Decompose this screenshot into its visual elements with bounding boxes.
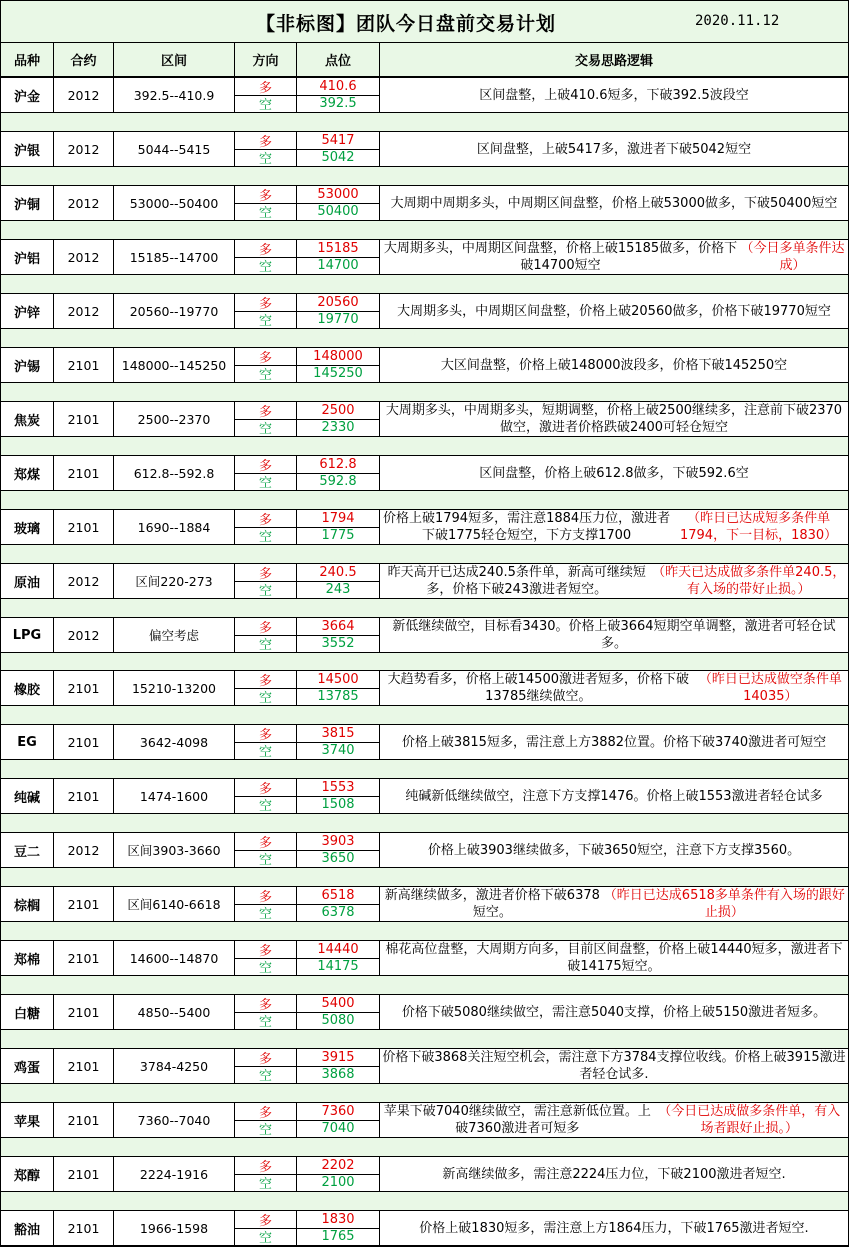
logic-cell [380, 1211, 848, 1245]
trade-logic-text: 棉花高位盘整，大周期方向多，目前区间盘整，价格上破14440短多，激进者下破14175短空。 [385, 942, 843, 974]
table-row [1, 347, 848, 383]
price-level-cell [297, 1157, 380, 1191]
long-price-level: 240.5 [297, 564, 379, 582]
trade-logic-text: 区间盘整，价格上破612.8做多，下破592.6空 [479, 465, 749, 481]
contract-month: 2101 [54, 887, 114, 921]
logic-cell [380, 294, 848, 328]
long-price-level: 53000 [297, 186, 379, 204]
logic-cell [380, 564, 848, 598]
contract-month: 2012 [54, 240, 114, 274]
direction-short: 空 [258, 260, 272, 275]
table-row [1, 617, 848, 653]
direction-short: 空 [258, 1177, 272, 1192]
product-name: 沪铜 [1, 186, 54, 220]
long-price-level: 6518 [297, 887, 379, 905]
price-level-cell [297, 240, 380, 274]
direction-short: 空 [258, 314, 272, 329]
plan-date: 2020.11.12 [695, 13, 780, 29]
header-contract: 合约 [54, 43, 114, 76]
direction-short: 空 [258, 1069, 272, 1084]
table-row [1, 1048, 848, 1084]
direction-cell [235, 671, 297, 705]
short-price-level: 1508 [321, 797, 355, 812]
direction-cell [235, 510, 297, 544]
price-range: 4850--5400 [114, 995, 235, 1029]
short-price-level: 592.8 [319, 474, 357, 489]
price-range: 5044--5415 [114, 132, 235, 166]
direction-short: 空 [258, 799, 272, 814]
trade-logic-text: 价格下破3868关注短空机会，需注意下方3784支撑位收线。价格上破3915激进者轻仓试多. [382, 1050, 846, 1082]
direction-cell [235, 186, 297, 220]
direction-short: 空 [258, 98, 272, 113]
direction-cell [235, 1211, 297, 1245]
logic-cell [380, 725, 848, 759]
direction-cell [235, 618, 297, 652]
direction-long: 多 [235, 995, 296, 1013]
contract-month: 2101 [54, 348, 114, 382]
product-name: 郑棉 [1, 941, 54, 975]
direction-long: 多 [235, 240, 296, 258]
contract-month: 2101 [54, 1211, 114, 1245]
trade-logic-text: 区间盘整，上破5417多，激进者下破5042短空 [476, 141, 752, 157]
direction-cell [235, 1157, 297, 1191]
price-level-cell [297, 618, 380, 652]
short-price-level: 2330 [321, 420, 355, 435]
price-level-cell [297, 456, 380, 490]
contract-month: 2101 [54, 941, 114, 975]
direction-cell [235, 833, 297, 867]
price-level-cell [297, 1103, 380, 1137]
trade-logic-text: 价格上破3903继续做多，下破3650短空，注意下方支撑3560。 [427, 842, 801, 858]
logic-cell [380, 995, 848, 1029]
trade-logic-text: 大周期中周期多头，中周期区间盘整，价格上破53000做多，下破50400短空 [390, 195, 838, 211]
direction-long: 多 [235, 779, 296, 797]
logic-cell [380, 671, 848, 705]
logic-cell [380, 186, 848, 220]
long-price-level: 2500 [297, 402, 379, 420]
direction-long: 多 [235, 941, 296, 959]
long-price-level: 15185 [297, 240, 379, 258]
price-level-cell [297, 510, 380, 544]
direction-short: 空 [258, 152, 272, 167]
price-level-cell [297, 78, 380, 112]
contract-month: 2012 [54, 618, 114, 652]
price-level-cell [297, 941, 380, 975]
direction-short: 空 [258, 853, 272, 868]
table-row [1, 778, 848, 814]
header-logic: 交易思路逻辑 [574, 54, 653, 69]
price-range: 区间3903-3660 [114, 833, 235, 867]
direction-cell [235, 941, 297, 975]
long-price-level: 20560 [297, 294, 379, 312]
trade-logic-text: 价格上破1794短多，需注意1884压力位，激进者下破1775轻仓短空，下方支撑1700 [382, 511, 671, 543]
table-row [1, 239, 848, 275]
header-price-level: 点位 [297, 43, 380, 76]
short-price-level: 7040 [321, 1121, 355, 1136]
contract-month: 2101 [54, 1157, 114, 1191]
long-price-level: 3815 [297, 725, 379, 743]
price-range: 53000--50400 [114, 186, 235, 220]
price-range: 2500--2370 [114, 402, 235, 436]
short-price-level: 392.5 [319, 96, 357, 111]
price-level-cell [297, 564, 380, 598]
logic-cell [380, 402, 848, 436]
price-range: 7360--7040 [114, 1103, 235, 1137]
short-price-level: 3552 [321, 636, 355, 651]
direction-cell [235, 887, 297, 921]
table-row [1, 886, 848, 922]
product-name: LPG [1, 618, 54, 652]
price-range: 3784-4250 [114, 1049, 235, 1083]
logic-cell [380, 833, 848, 867]
direction-cell [235, 402, 297, 436]
direction-short: 空 [258, 961, 272, 976]
long-price-level: 410.6 [297, 78, 379, 96]
trade-logic-text: 新高继续做多，需注意2224压力位，下破2100激进者短空. [442, 1166, 786, 1182]
logic-cell [380, 618, 848, 652]
direction-long: 多 [235, 564, 296, 582]
price-range: 14600--14870 [114, 941, 235, 975]
direction-long: 多 [235, 294, 296, 312]
long-price-level: 612.8 [297, 456, 379, 474]
short-price-level: 50400 [317, 204, 359, 219]
direction-long: 多 [235, 402, 296, 420]
short-price-level: 14175 [317, 959, 359, 974]
trade-logic-text: 新高继续做多，激进者价格下破6378短空。 [384, 888, 600, 920]
direction-long: 多 [235, 186, 296, 204]
long-price-level: 5417 [297, 132, 379, 150]
table-row [1, 670, 848, 706]
header-range: 区间 [114, 43, 235, 76]
short-price-level: 13785 [317, 689, 359, 704]
short-price-level: 5080 [321, 1013, 355, 1028]
header-direction: 方向 [235, 43, 297, 76]
direction-short: 空 [258, 368, 272, 383]
direction-long: 多 [235, 1103, 296, 1121]
table-row [1, 1156, 848, 1192]
table-row [1, 509, 848, 545]
price-level-cell [297, 348, 380, 382]
price-range: 偏空考虑 [114, 618, 235, 652]
price-range: 15185--14700 [114, 240, 235, 274]
short-price-level: 243 [325, 582, 351, 597]
price-level-cell [297, 833, 380, 867]
table-row [1, 401, 848, 437]
trade-logic-text: 价格下破5080继续做空，需注意5040支撑，价格上破5150激进者短多。 [401, 1004, 827, 1020]
price-range: 2224-1916 [114, 1157, 235, 1191]
direction-cell [235, 240, 297, 274]
direction-short: 空 [258, 206, 272, 221]
table-row [1, 832, 848, 868]
price-range: 1966-1598 [114, 1211, 235, 1245]
short-price-level: 3650 [321, 851, 355, 866]
short-price-level: 2100 [321, 1175, 355, 1190]
logic-cell [380, 1103, 848, 1137]
table-row [1, 77, 848, 113]
price-range: 区间220-273 [114, 564, 235, 598]
trade-logic-note: （昨日已达成做空条件单14035） [698, 672, 842, 704]
direction-cell [235, 564, 297, 598]
short-price-level: 1765 [321, 1229, 355, 1244]
product-name: 沪铝 [1, 240, 54, 274]
product-name: 沪锡 [1, 348, 54, 382]
logic-cell [380, 779, 848, 813]
direction-long: 多 [235, 671, 296, 689]
page-title: 【非标图】团队今日盘前交易计划 [256, 13, 557, 35]
logic-cell [380, 240, 848, 274]
table-row [1, 940, 848, 976]
product-name: 焦炭 [1, 402, 54, 436]
trade-logic-text: 大区间盘整，价格上破148000波段多，价格下破145250空 [440, 357, 788, 373]
contract-month: 2012 [54, 132, 114, 166]
price-range: 1474-1600 [114, 779, 235, 813]
product-name: 棕榈 [1, 887, 54, 921]
long-price-level: 3915 [297, 1049, 379, 1067]
contract-month: 2101 [54, 995, 114, 1029]
product-name: 白糖 [1, 995, 54, 1029]
contract-month: 2101 [54, 402, 114, 436]
direction-cell [235, 294, 297, 328]
product-name: 沪金 [1, 78, 54, 112]
long-price-level: 148000 [297, 348, 379, 366]
contract-month: 2101 [54, 1103, 114, 1137]
contract-month: 2101 [54, 725, 114, 759]
product-name: 豆二 [1, 833, 54, 867]
price-level-cell [297, 132, 380, 166]
price-range: 392.5--410.9 [114, 78, 235, 112]
direction-long: 多 [235, 132, 296, 150]
contract-month: 2101 [54, 671, 114, 705]
table-row [1, 455, 848, 491]
direction-short: 空 [258, 530, 272, 545]
logic-cell [380, 887, 848, 921]
direction-long: 多 [235, 1157, 296, 1175]
product-name: 郑醇 [1, 1157, 54, 1191]
long-price-level: 3903 [297, 833, 379, 851]
logic-cell [380, 1049, 848, 1083]
long-price-level: 3664 [297, 618, 379, 636]
trade-logic-note: （今日多单条件达成） [740, 241, 845, 273]
product-name: 纯碱 [1, 779, 54, 813]
product-name: EG [1, 725, 54, 759]
direction-long: 多 [235, 78, 296, 96]
long-price-level: 14440 [297, 941, 379, 959]
price-level-cell [297, 671, 380, 705]
product-name: 沪锌 [1, 294, 54, 328]
price-level-cell [297, 995, 380, 1029]
trade-logic-text: 大周期多头，中周期区间盘整，价格上破20560做多，价格下破19770短空 [397, 303, 831, 319]
direction-cell [235, 1103, 297, 1137]
direction-long: 多 [235, 1049, 296, 1067]
contract-month: 2012 [54, 833, 114, 867]
header-product: 品种 [1, 43, 54, 76]
logic-cell [380, 348, 848, 382]
contract-month: 2012 [54, 78, 114, 112]
price-range: 148000--145250 [114, 348, 235, 382]
trade-logic-note: （昨日已达成短多条件单1794，下一目标，1830） [679, 511, 838, 543]
price-level-cell [297, 725, 380, 759]
direction-long: 多 [235, 833, 296, 851]
direction-cell [235, 779, 297, 813]
contract-month: 2101 [54, 510, 114, 544]
direction-short: 空 [258, 422, 272, 437]
price-level-cell [297, 887, 380, 921]
direction-long: 多 [235, 1211, 296, 1229]
price-level-cell [297, 1211, 380, 1245]
table-row [1, 1102, 848, 1138]
direction-short: 空 [258, 584, 272, 599]
direction-long: 多 [235, 348, 296, 366]
price-range: 15210-13200 [114, 671, 235, 705]
price-range: 612.8--592.8 [114, 456, 235, 490]
logic-cell [380, 78, 848, 112]
trade-logic-text: 昨天高开已达成240.5条件单，新高可继续短多，价格下破243激进者短空。 [387, 565, 646, 597]
direction-short: 空 [258, 745, 272, 760]
long-price-level: 7360 [297, 1103, 379, 1121]
price-level-cell [297, 779, 380, 813]
product-name: 橡胶 [1, 671, 54, 705]
direction-short: 空 [258, 1015, 272, 1030]
trade-logic-text: 苹果下破7040继续做空，需注意新低位置。上破7360激进者可短多 [383, 1104, 651, 1136]
product-name: 郑煤 [1, 456, 54, 490]
table-row [1, 131, 848, 167]
price-range: 3642-4098 [114, 725, 235, 759]
direction-short: 空 [258, 907, 272, 922]
table-row [1, 185, 848, 221]
direction-cell [235, 348, 297, 382]
short-price-level: 14700 [317, 258, 359, 273]
direction-cell [235, 78, 297, 112]
logic-cell [380, 456, 848, 490]
price-range: 区间6140-6618 [114, 887, 235, 921]
price-level-cell [297, 186, 380, 220]
short-price-level: 6378 [321, 905, 355, 920]
trade-logic-text: 纯碱新低继续做空，注意下方支撑1476。价格上破1553激进者轻仓试多 [405, 788, 823, 804]
direction-long: 多 [235, 887, 296, 905]
product-name: 沪银 [1, 132, 54, 166]
short-price-level: 1775 [321, 528, 355, 543]
direction-cell [235, 1049, 297, 1083]
direction-cell [235, 132, 297, 166]
price-level-cell [297, 402, 380, 436]
direction-long: 多 [235, 725, 296, 743]
long-price-level: 1553 [297, 779, 379, 797]
trade-logic-text: 价格上破1830短多，需注意上方1864压力，下破1765激进者短空. [419, 1220, 809, 1236]
table-row [1, 293, 848, 329]
direction-cell [235, 456, 297, 490]
table-row [1, 994, 848, 1030]
trade-logic-note: （昨日已达成6518多单条件有入场的跟好止损） [603, 888, 845, 920]
table-row [1, 724, 848, 760]
product-name: 鸡蛋 [1, 1049, 54, 1083]
short-price-level: 3868 [321, 1067, 355, 1082]
product-name: 原油 [1, 564, 54, 598]
trade-logic-text: 大周期多头，中周期多头，短期调整，价格上破2500继续多，注意前下破2370做空，激进者价格跌破2400可轻仓短空 [385, 403, 843, 435]
long-price-level: 2202 [297, 1157, 379, 1175]
direction-cell [235, 725, 297, 759]
trade-logic-text: 价格上破3815短多，需注意上方3882位置。价格下破3740激进者可短空 [401, 734, 827, 750]
contract-month: 2101 [54, 1049, 114, 1083]
title-bar [1, 1, 848, 43]
direction-cell [235, 995, 297, 1029]
short-price-level: 5042 [321, 150, 355, 165]
direction-short: 空 [258, 638, 272, 653]
logic-cell [380, 132, 848, 166]
contract-month: 2012 [54, 564, 114, 598]
table-row [1, 563, 848, 599]
logic-cell [380, 941, 848, 975]
direction-short: 空 [258, 691, 272, 706]
contract-month: 2012 [54, 186, 114, 220]
product-name: 豁油 [1, 1211, 54, 1245]
direction-short: 空 [258, 1123, 272, 1138]
short-price-level: 19770 [317, 312, 359, 327]
short-price-level: 3740 [321, 743, 355, 758]
direction-long: 多 [235, 618, 296, 636]
direction-long: 多 [235, 456, 296, 474]
price-level-cell [297, 1049, 380, 1083]
logic-cell [380, 1157, 848, 1191]
price-range: 1690--1884 [114, 510, 235, 544]
table-row [1, 1210, 848, 1246]
product-name: 苹果 [1, 1103, 54, 1137]
direction-short: 空 [258, 476, 272, 491]
long-price-level: 5400 [297, 995, 379, 1013]
short-price-level: 145250 [313, 366, 363, 381]
price-range: 20560--19770 [114, 294, 235, 328]
trade-logic-text: 大趋势看多，价格上破14500激进者短多，价格下破13785继续做空。 [387, 672, 689, 704]
trade-logic-text: 大周期多头，中周期区间盘整，价格上破15185做多，价格下破14700短空 [383, 241, 738, 273]
trade-logic-note: （今日已达成做多条件单，有入场者跟好止损。） [658, 1104, 841, 1136]
trade-logic-note: （昨天已达成做多条件单240.5，有入场的带好止损。） [652, 565, 846, 597]
table-header [1, 43, 848, 77]
long-price-level: 1830 [297, 1211, 379, 1229]
contract-month: 2012 [54, 294, 114, 328]
long-price-level: 1794 [297, 510, 379, 528]
direction-short: 空 [258, 1231, 272, 1246]
product-name: 玻璃 [1, 510, 54, 544]
trade-logic-text: 区间盘整，上破410.6短多，下破392.5波段空 [479, 87, 749, 103]
contract-month: 2101 [54, 456, 114, 490]
logic-cell [380, 510, 848, 544]
direction-long: 多 [235, 510, 296, 528]
price-level-cell [297, 294, 380, 328]
long-price-level: 14500 [297, 671, 379, 689]
trade-logic-text: 新低继续做空，目标看3430。价格上破3664短期空单调整，激进者可轻仓试多。 [392, 619, 836, 651]
contract-month: 2101 [54, 779, 114, 813]
